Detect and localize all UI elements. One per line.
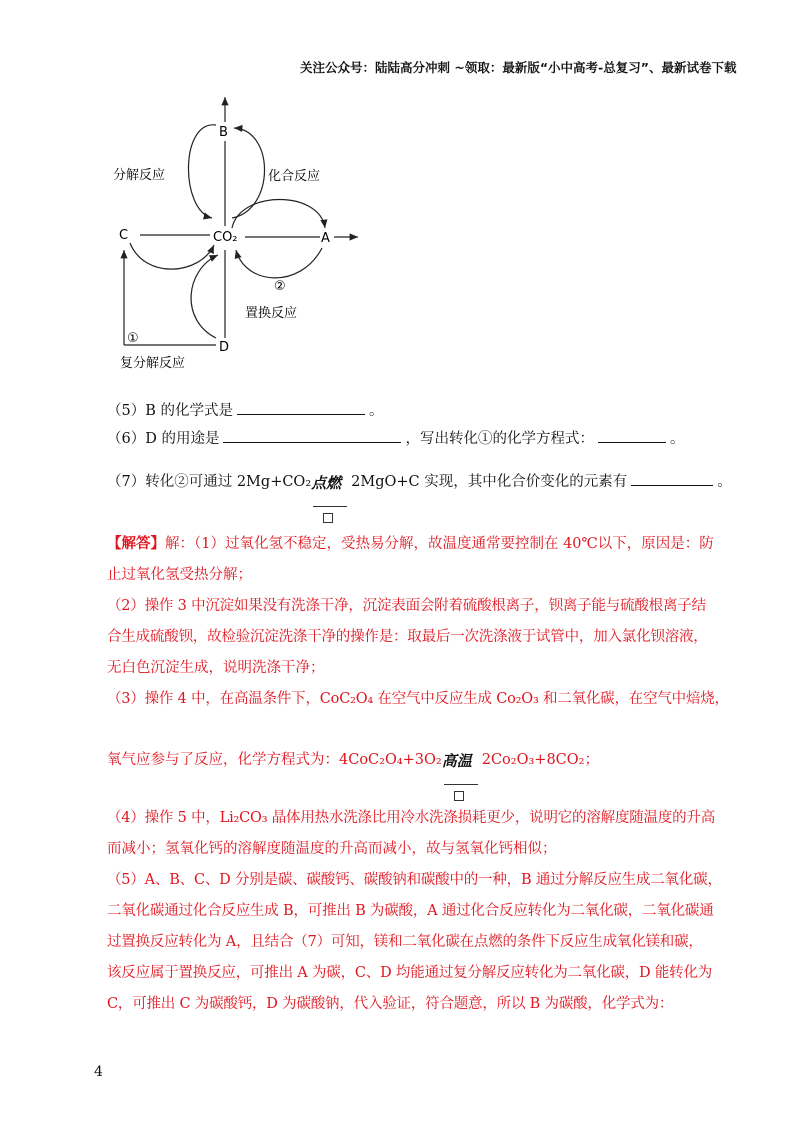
label-decomposition: 分解反应 <box>113 168 166 183</box>
answer-line: 二氧化碳通过化合反应生成 B，可推出 B 为碳酸，A 通过化合反应转化为二氧化碳，二氧化碳通 <box>107 903 714 919</box>
answer-line <box>107 532 714 553</box>
q7-answer-blank[interactable] <box>631 471 713 486</box>
node-d: D <box>219 340 230 355</box>
q5-suffix: 。 <box>369 403 384 419</box>
q6-suffix: 。 <box>669 431 685 447</box>
label-double-decomposition: 复分解反应 <box>120 356 186 371</box>
answer-text: 解：（1）过氧化氢不稳定，受热易分解，故温度通常要控制在 40℃以下，原因是：防 <box>165 536 714 552</box>
answer-line: （2）操作 3 中沉淀如果没有洗涤干净，沉淀表面会附着硫酸根离子，钡离子能与硫酸根离子结 <box>107 598 706 614</box>
answer-line: 过置换反应转化为 A，且结合（7）可知，镁和二氧化碳在点燃的条件下反应生成氧化镁和碳， <box>107 934 703 950</box>
answer-line: C，可推出 C 为碳酸钙，D 为碳酸钠，代入验证，符合题意，所以 B 为碳酸，化学式为： <box>107 996 674 1012</box>
page-number: 4 <box>94 1064 103 1080</box>
answer-line: 无白色沉淀生成，说明洗涤干净； <box>107 660 325 676</box>
condition-text: 高温 <box>441 752 472 770</box>
answer-line: （4）操作 5 中，Li₂CO₃ 晶体用热水洗涤比用冷水洗涤损耗更少，说明它的溶解度随温度的升高 <box>107 810 716 826</box>
answer-equation-line <box>107 748 599 769</box>
answer-line: 而减小；氢氧化钙的溶解度随温度的升高而减小，故与氢氧化钙相似； <box>107 841 557 857</box>
answer-line: （3）操作 4 中，在高温条件下，CoC₂O₄ 在空气中反应生成 Co₂O₃ 和二氧化碳，在空气中焙烧， <box>107 691 729 707</box>
answer-line: （5）A、B、C、D 分别是碳、碳酸钙、碳酸钠和碳酸中的一种，B 通过分解反应生成二氧化碳， <box>107 872 722 888</box>
answer-line: 该反应属于置换反应，可推出 A 为碳，C、D 均能通过复分解反应转化为二氧化碳，D 能转化为 <box>107 965 713 981</box>
question-6 <box>107 427 684 448</box>
placeholder-box-icon <box>454 791 464 801</box>
question-5 <box>107 399 384 420</box>
label-combination: 化合反应 <box>268 169 321 184</box>
node-b: B <box>219 125 228 140</box>
node-a: A <box>321 231 330 246</box>
q7-suffix: 。 <box>717 474 732 490</box>
q6-middle: ，写出转化①的化学方程式： <box>405 431 594 447</box>
q6-use-blank[interactable] <box>223 428 401 443</box>
node-c: C <box>119 228 129 243</box>
q5-text: （5）B 的化学式是 <box>107 403 233 419</box>
q6-text: （6）D 的用途是 <box>107 431 220 447</box>
q7-product: 2MgO+C 实现，其中化合价变化的元素有 <box>351 474 628 490</box>
question-7 <box>107 470 732 491</box>
answer-line: 止过氧化氢受热分解； <box>107 567 252 583</box>
placeholder-box-icon <box>323 513 333 523</box>
answer-line: 合生成硫酸钡，故检验沉淀洗涤干净的操作是：取最后一次洗涤液于试管中，加入氯化钡溶液， <box>107 629 708 645</box>
condition-text: 点燃 <box>311 474 342 492</box>
node-co2: CO₂ <box>213 230 238 245</box>
page-header: 关注公众号：陆陆高分冲刺 ~领取：最新版“小中高考-总复习”、最新试卷下载 <box>300 60 737 75</box>
eq-prefix: 氧气应参与了反应，化学方程式为：4CoC₂O₄+3O₂ <box>107 752 442 768</box>
q6-equation-blank[interactable] <box>598 428 666 443</box>
eq-suffix: 2Co₂O₃+8CO₂； <box>481 752 599 768</box>
answer-tag: 【解答】 <box>107 535 165 552</box>
reaction-diagram <box>0 0 800 380</box>
q7-text: （7）转化②可通过 2Mg+CO₂ <box>107 474 312 490</box>
q5-answer-blank[interactable] <box>237 400 365 415</box>
label-mark-1: ① <box>127 331 139 346</box>
label-replacement: 置换反应 <box>245 306 298 321</box>
label-mark-2: ② <box>274 279 286 294</box>
